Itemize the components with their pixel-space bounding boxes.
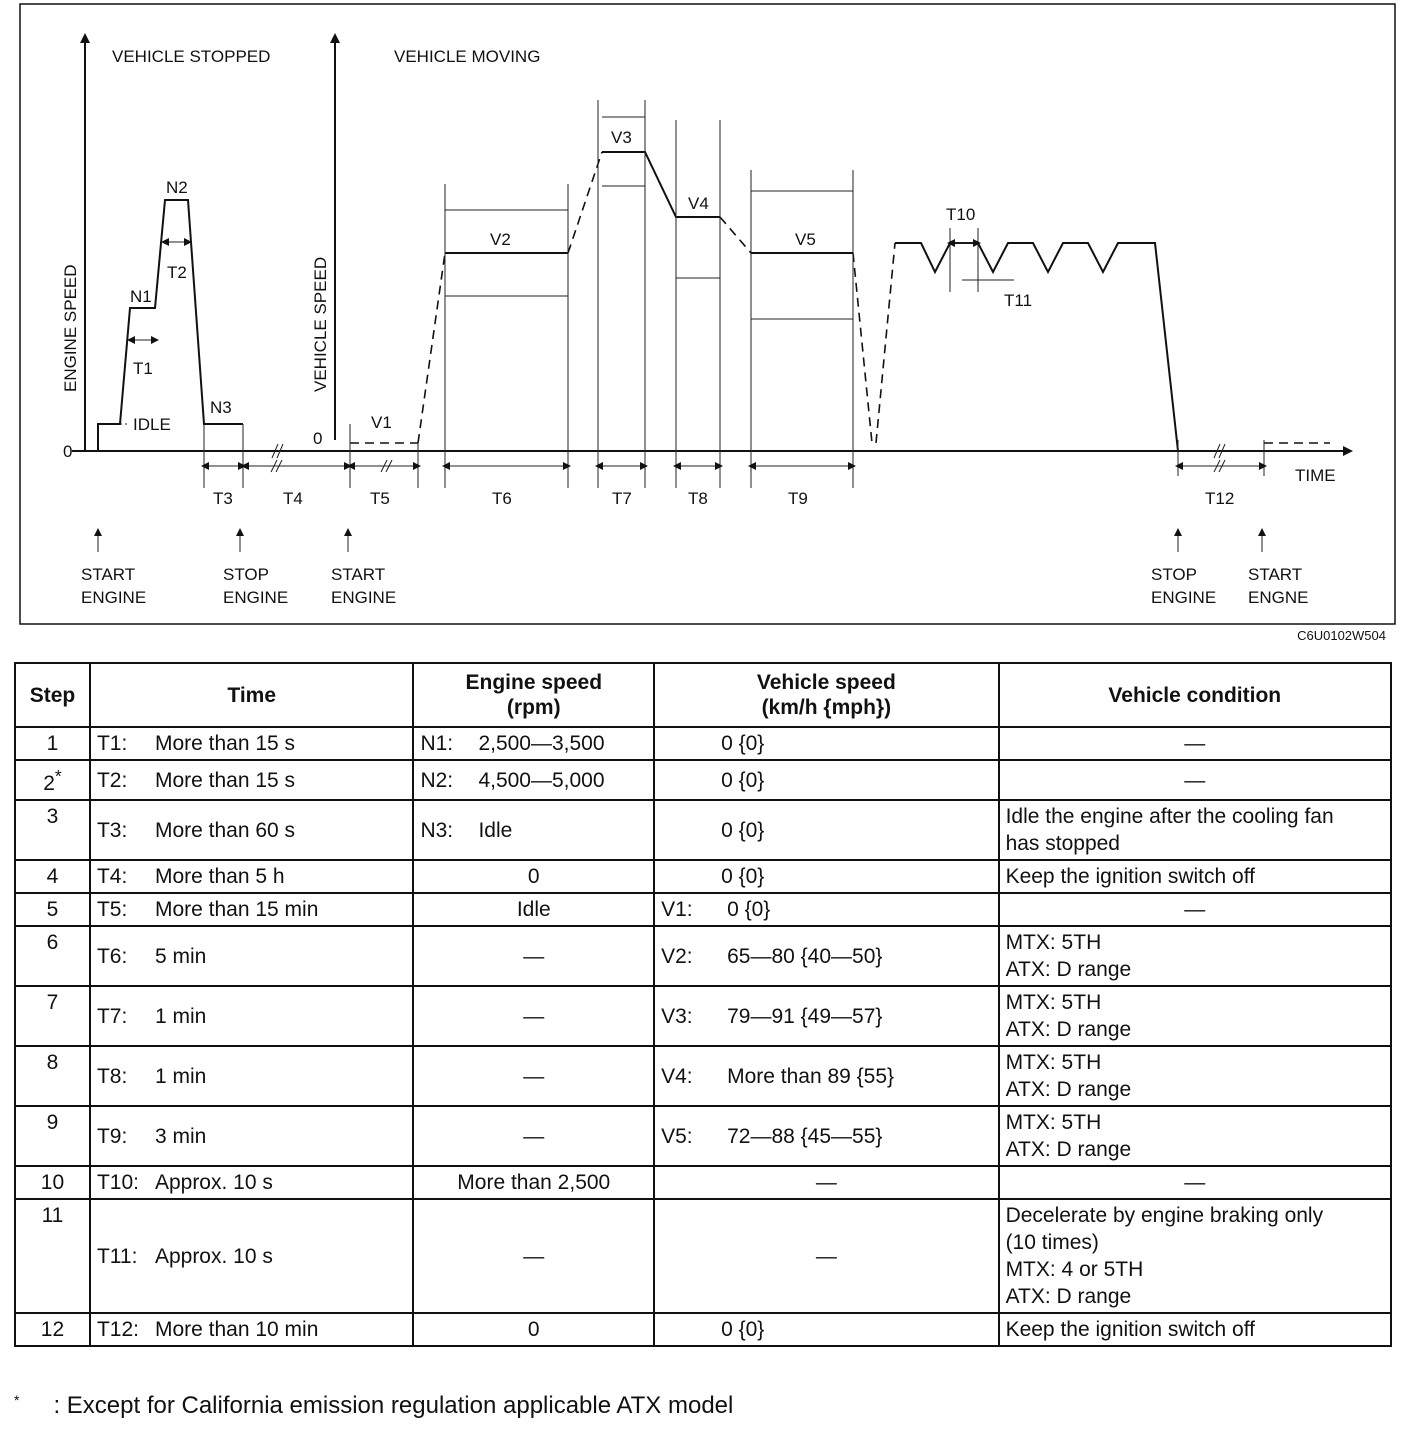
engine-speed-axis-label: ENGINE SPEED — [61, 264, 80, 392]
t11-label: T11 — [1004, 291, 1033, 310]
event-arrows — [98, 532, 1262, 552]
t7-label: T7 — [612, 489, 632, 508]
decel-dashed — [853, 243, 895, 443]
time-cell: T11: Approx. 10 s — [90, 1199, 413, 1313]
v5-tolerance — [751, 191, 853, 319]
table-row — [15, 800, 1391, 860]
n1-label: N1 — [130, 287, 152, 306]
time-axis-label: TIME — [1295, 466, 1336, 485]
t10-label: T10 — [946, 205, 976, 224]
vehicle-condition-cell: — — [999, 1166, 1391, 1199]
table-row — [15, 727, 1391, 760]
vehicle-speed-cell: V3: 79—91 {49—57} — [654, 986, 998, 1046]
drive-cycle-diagram — [0, 0, 1408, 628]
v5-label: V5 — [795, 230, 816, 249]
header-engine-speed: Engine speed (rpm) — [413, 663, 654, 727]
vehicle-speed-cell: V5: 72—88 {45—55} — [654, 1106, 998, 1166]
t12-label: T12 — [1205, 489, 1235, 508]
n3-label: N3 — [210, 398, 232, 417]
v1-label: V1 — [371, 413, 392, 432]
vehicle-condition-cell: — — [999, 760, 1391, 800]
step-cell: 7 — [15, 986, 90, 1046]
vehicle-accel-dashed — [418, 253, 445, 443]
vehicle-speed-axis-label: VEHICLE SPEED — [311, 256, 330, 392]
engine-speed-cell: N2: 4,500—5,000 — [413, 760, 654, 800]
vehicle-condition-cell: MTX: 5TH ATX: D range — [999, 926, 1391, 986]
engine-speed-cell: 0 — [413, 860, 654, 893]
vehicle-condition-cell: MTX: 5TH ATX: D range — [999, 986, 1391, 1046]
stop-engine-2-label: STOP ENGINE — [1151, 565, 1217, 607]
engine-speed-cell: N3: Idle — [413, 800, 654, 860]
step-cell: 8 — [15, 1046, 90, 1106]
engine-speed-cell: — — [413, 1199, 654, 1313]
engine-speed-cell: — — [413, 926, 654, 986]
v2-label: V2 — [490, 230, 511, 249]
time-cell: T4: More than 5 h — [90, 860, 413, 893]
step-cell: 1 — [15, 727, 90, 760]
time-cell: T7: 1 min — [90, 986, 413, 1046]
time-cell: T1: More than 15 s — [90, 727, 413, 760]
footnote — [14, 1392, 733, 1420]
stop-engine-1-label: STOP ENGINE — [223, 565, 289, 607]
time-cell: T3: More than 60 s — [90, 800, 413, 860]
table-row — [15, 1166, 1391, 1199]
time-cell: T10: Approx. 10 s — [90, 1166, 413, 1199]
table-row — [15, 893, 1391, 926]
step-cell: 6 — [15, 926, 90, 986]
time-cell: T5: More than 15 min — [90, 893, 413, 926]
table-row — [15, 760, 1391, 800]
t2-label: T2 — [167, 263, 187, 282]
vehicle-speed-cell: V4: More than 89 {55} — [654, 1046, 998, 1106]
engine-speed-cell: More than 2,500 — [413, 1166, 654, 1199]
vehicle-speed-cell: 0 {0} — [654, 860, 998, 893]
t3-label: T3 — [213, 489, 233, 508]
table-header-row — [15, 663, 1391, 727]
vehicle-speed-cell: V1: 0 {0} — [654, 893, 998, 926]
v2-v3-dashed — [568, 152, 602, 253]
t1-label: T1 — [133, 359, 153, 378]
table-row — [15, 1046, 1391, 1106]
header-vehicle-speed: Vehicle speed (km/h {mph}) — [654, 663, 998, 727]
engine-zero-label: 0 — [63, 442, 73, 461]
vehicle-speed-cell: 0 {0} — [654, 800, 998, 860]
section-stopped-label: VEHICLE STOPPED — [112, 47, 271, 66]
section-moving-label: VEHICLE MOVING — [394, 47, 541, 66]
interval-boundaries — [204, 100, 1264, 488]
engine-speed-cell: N1: 2,500—3,500 — [413, 727, 654, 760]
step-cell: 3 — [15, 800, 90, 860]
t5-label: T5 — [370, 489, 390, 508]
header-step: Step — [15, 663, 90, 727]
diagram-frame — [20, 4, 1395, 624]
table-row — [15, 1199, 1391, 1313]
vehicle-speed-cell: — — [654, 1166, 998, 1199]
t10-t11-trace — [895, 243, 1178, 451]
table-row — [15, 986, 1391, 1046]
footnote-ref: * — [54, 766, 62, 786]
start-engine-1-label: START ENGINE — [81, 565, 147, 607]
start-engine-2-label: START ENGINE — [331, 565, 397, 607]
n2-label: N2 — [166, 178, 188, 197]
vehicle-speed-cell: 0 {0} — [654, 1313, 998, 1346]
vehicle-speed-cell: V2: 65—80 {40—50} — [654, 926, 998, 986]
vehicle-speed-cell: — — [654, 1199, 998, 1313]
step-cell: 4 — [15, 860, 90, 893]
engine-speed-cell: Idle — [413, 893, 654, 926]
time-cell: T6: 5 min — [90, 926, 413, 986]
idle-label: IDLE — [133, 415, 171, 434]
t4-label: T4 — [283, 489, 303, 508]
step-cell: 11 — [15, 1199, 90, 1313]
vehicle-speed-cell: 0 {0} — [654, 760, 998, 800]
vehicle-condition-cell: MTX: 5TH ATX: D range — [999, 1106, 1391, 1166]
t8-label: T8 — [688, 489, 708, 508]
engine-speed-cell: 0 — [413, 1313, 654, 1346]
table-row — [15, 1106, 1391, 1166]
vehicle-condition-cell: Decelerate by engine braking only (10 times) MTX: 4 or 5TH ATX: D range — [999, 1199, 1391, 1313]
vehicle-condition-cell: MTX: 5TH ATX: D range — [999, 1046, 1391, 1106]
step-cell: 12 — [15, 1313, 90, 1346]
engine-speed-cell: — — [413, 1106, 654, 1166]
engine-speed-cell: — — [413, 1046, 654, 1106]
engine-speed-cell: — — [413, 986, 654, 1046]
footnote-mark: * — [14, 1392, 20, 1408]
drive-cycle-table — [14, 662, 1392, 1347]
vehicle-speed-cell: 0 {0} — [654, 727, 998, 760]
vehicle-zero-label: 0 — [313, 429, 323, 448]
header-vehicle-condition: Vehicle condition — [999, 663, 1391, 727]
time-cell: T2: More than 15 s — [90, 760, 413, 800]
time-cell: T8: 1 min — [90, 1046, 413, 1106]
v4-label: V4 — [688, 194, 709, 213]
figure-code: C6U0102W504 — [1297, 628, 1386, 643]
interval-arrows — [205, 243, 1263, 466]
v4-v5-dashed — [720, 217, 751, 253]
header-time: Time — [90, 663, 413, 727]
vehicle-condition-cell: — — [999, 727, 1391, 760]
table-row — [15, 1313, 1391, 1346]
start-engine-3-label: START ENGNE — [1248, 565, 1309, 607]
vehicle-condition-cell: Keep the ignition switch off — [999, 860, 1391, 893]
vehicle-condition-cell: Keep the ignition switch off — [999, 1313, 1391, 1346]
v3-label: V3 — [611, 128, 632, 147]
step-cell: 10 — [15, 1166, 90, 1199]
vehicle-condition-cell: Idle the engine after the cooling fan has stopped — [999, 800, 1391, 860]
table-row — [15, 926, 1391, 986]
step-cell: 2* — [15, 760, 90, 800]
time-cell: T9: 3 min — [90, 1106, 413, 1166]
table-row — [15, 860, 1391, 893]
t6-label: T6 — [492, 489, 512, 508]
t9-label: T9 — [788, 489, 808, 508]
time-cell: T12: More than 10 min — [90, 1313, 413, 1346]
step-cell: 9 — [15, 1106, 90, 1166]
step-cell: 5 — [15, 893, 90, 926]
footnote-text: : Except for California emission regulation applicable ATX model — [53, 1392, 734, 1419]
vehicle-condition-cell: — — [999, 893, 1391, 926]
